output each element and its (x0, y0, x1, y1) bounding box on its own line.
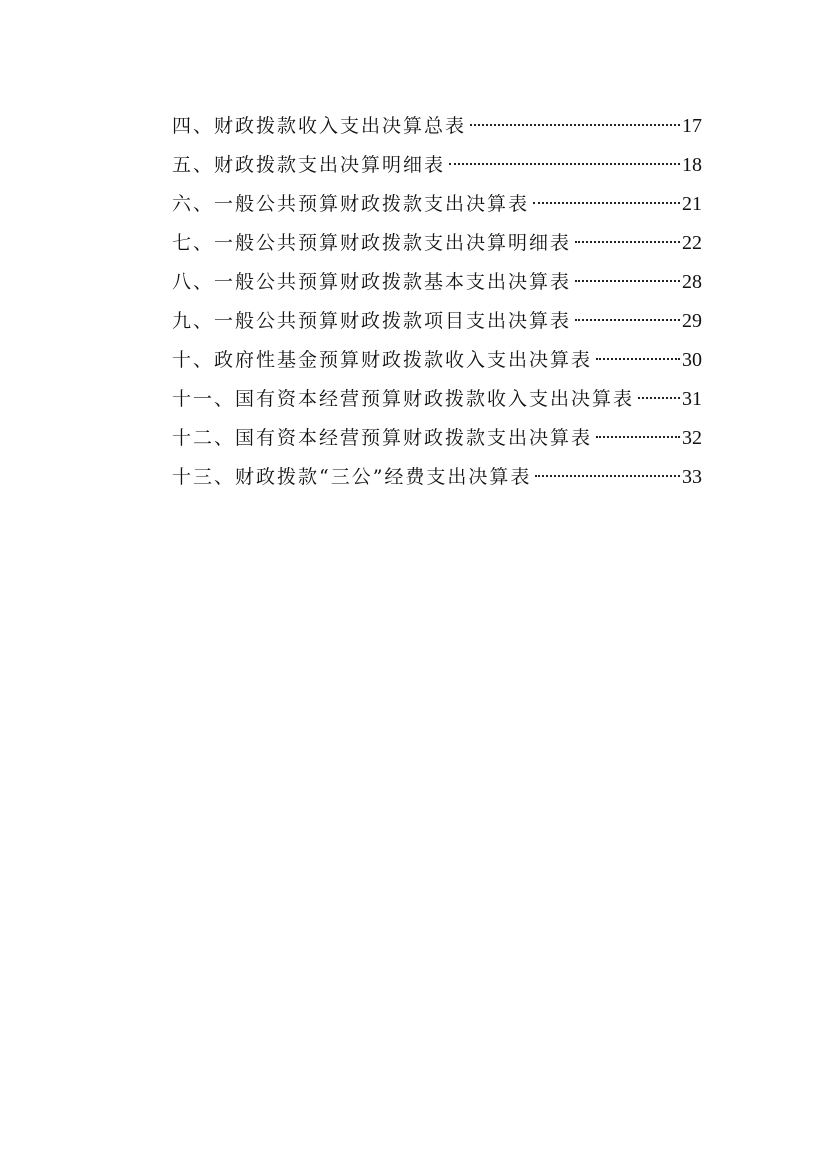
toc-entry-title: 六、一般公共预算财政拨款支出决算表 (172, 193, 530, 215)
toc-entry-page: 28 (682, 271, 702, 293)
toc-entry-4[interactable] (172, 107, 702, 146)
toc-entry-page: 22 (682, 232, 702, 254)
toc-entry-8[interactable] (172, 263, 702, 302)
toc-entry-6[interactable] (172, 185, 702, 224)
toc-entry-title: 十一、国有资本经营预算财政拨款收入支出决算表 (172, 388, 635, 410)
dot-leader (638, 397, 680, 399)
toc-entry-title: 十二、国有资本经营预算财政拨款支出决算表 (172, 427, 593, 449)
dot-leader (535, 475, 680, 477)
toc-entry-11[interactable] (172, 380, 702, 419)
dot-leader (533, 202, 680, 204)
toc-entry-title: 八、一般公共预算财政拨款基本支出决算表 (172, 271, 572, 293)
dot-leader (575, 280, 680, 282)
dot-leader (596, 358, 680, 360)
toc-entry-title: 十、政府性基金预算财政拨款收入支出决算表 (172, 349, 593, 371)
toc-entry-7[interactable] (172, 224, 702, 263)
toc-entry-page: 29 (682, 310, 702, 332)
toc-entry-page: 21 (682, 193, 702, 215)
toc-entry-9[interactable] (172, 302, 702, 341)
dot-leader (596, 436, 680, 438)
toc-entry-page: 30 (682, 349, 702, 371)
toc-entry-title: 四、财政拨款收入支出决算总表 (172, 115, 467, 137)
table-of-contents (172, 107, 702, 497)
toc-entry-title: 七、一般公共预算财政拨款支出决算明细表 (172, 232, 572, 254)
dot-leader (575, 241, 680, 243)
toc-entry-page: 33 (682, 466, 702, 488)
toc-entry-title: 十三、财政拨款“三公”经费支出决算表 (172, 466, 532, 488)
toc-entry-page: 31 (682, 388, 702, 410)
dot-leader (575, 319, 680, 321)
toc-entry-page: 18 (682, 154, 702, 176)
dot-leader (470, 124, 680, 126)
toc-entry-13[interactable] (172, 458, 702, 497)
toc-entry-title: 五、财政拨款支出决算明细表 (172, 154, 446, 176)
dot-leader (449, 163, 680, 165)
toc-entry-10[interactable] (172, 341, 702, 380)
toc-entry-12[interactable] (172, 419, 702, 458)
toc-entry-title: 九、一般公共预算财政拨款项目支出决算表 (172, 310, 572, 332)
toc-entry-page: 32 (682, 427, 702, 449)
toc-entry-5[interactable] (172, 146, 702, 185)
toc-entry-page: 17 (682, 115, 702, 137)
